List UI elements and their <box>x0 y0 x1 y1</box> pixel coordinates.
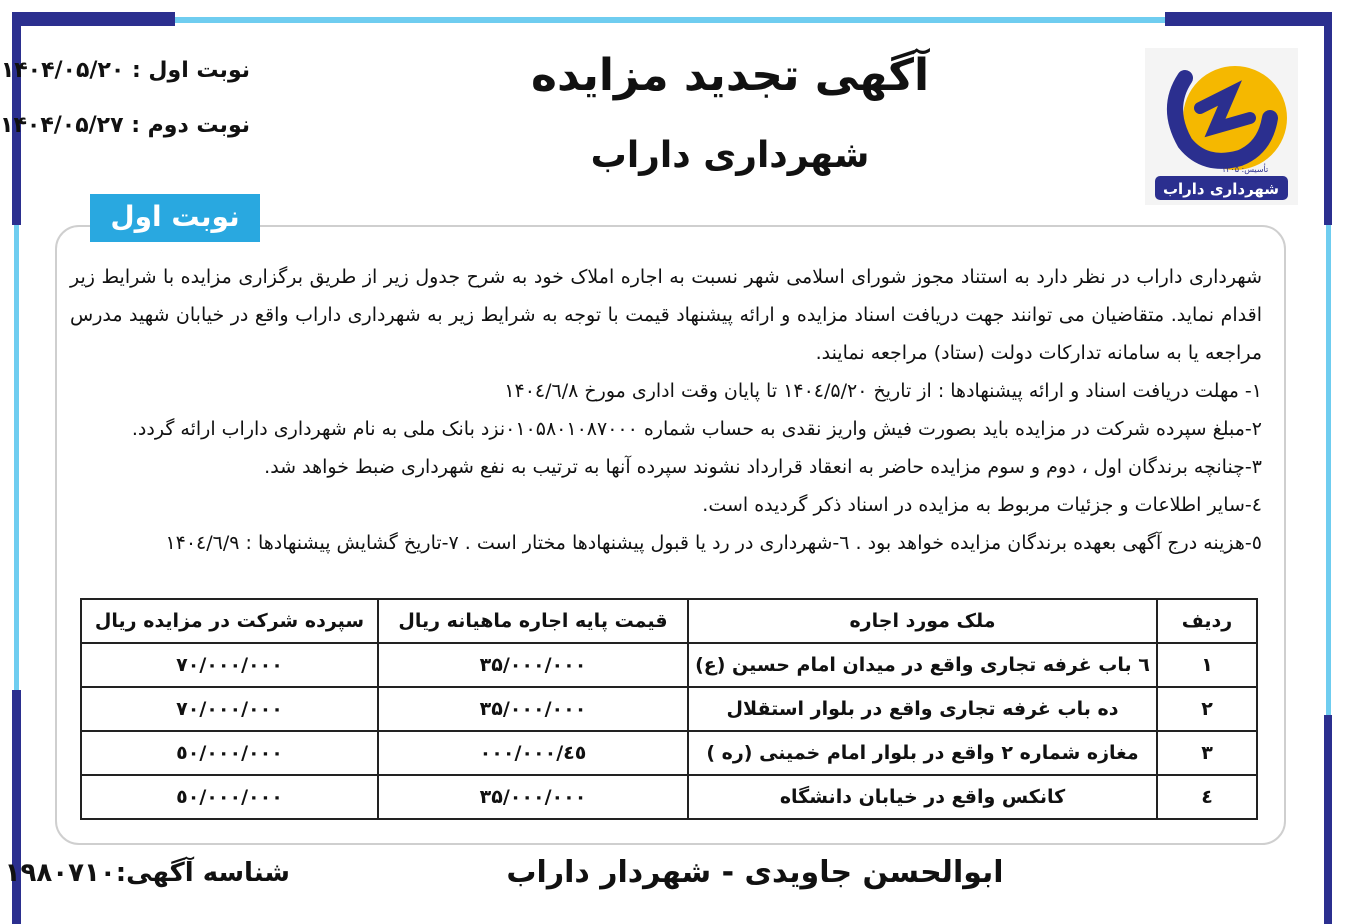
condition-1: ۱- مهلت دریافت اسناد و ارائه پیشنهادها : از تاریخ ۱۴۰٤/۵/۲۰ تا پایان وقت اداری مورخ ۱۴۰٤/٦/۸ <box>504 380 1262 402</box>
table-row <box>81 643 1257 687</box>
properties-table <box>80 598 1258 820</box>
cell-property: ده باب غرفه تجاری واقع در بلوار استقلال <box>688 687 1157 731</box>
announcement-body <box>70 258 1262 562</box>
intro-paragraph: شهرداری داراب در نظر دارد به استناد مجوز شورای اسلامی شهر نسبت به اجاره املاک خود به شرح جدول زیر از طریق برگزاری مزایده با شرایط زیر اقدام نماید. متقاضیان می توانند جهت دریافت اسناد مزایده و ارائه پیشنهاد قیمت با توجه به شرایط زیر به شهرداری داراب واقع در خیابان شهید مدرس مراجعه یا به سامانه تدارکات دولت (ستاد) مراجعه نمایند. <box>70 266 1262 364</box>
table-row <box>81 731 1257 775</box>
cell-deposit: ٥۰/۰۰۰/۰۰۰ <box>81 731 378 775</box>
cell-deposit: ۷۰/۰۰۰/۰۰۰ <box>81 643 378 687</box>
cell-row-number: ۱ <box>1157 643 1257 687</box>
col-base-rent: قیمت پایه اجاره ماهیانه ریال <box>378 599 688 643</box>
signatory: ابوالحسن جاویدی - شهردار داراب <box>506 855 1004 890</box>
table-row <box>81 687 1257 731</box>
top-left-bar <box>12 12 175 26</box>
cell-base-rent: ۳۵/۰۰۰/۰۰۰ <box>378 643 688 687</box>
condition-5-7: ٥-هزینه درج آگهی بعهده برندگان مزایده خواهد بود . ٦-شهرداری در رد یا قبول پیشنهادها مختار است . ۷-تاریخ گشایش پیشنهادها : ۱۴۰٤/٦/۹ <box>165 532 1262 554</box>
cell-row-number: ۲ <box>1157 687 1257 731</box>
second-publish-date: نوبت دوم : ۱۴۰۴/۰۵/۲۷ <box>0 113 250 138</box>
left-bottom-bar <box>12 690 21 924</box>
municipality-logo <box>1145 48 1298 205</box>
condition-4: ٤-سایر اطلاعات و جزئیات مربوط به مزایده در اسناد ذکر گردیده است. <box>702 494 1262 516</box>
top-border-line <box>12 17 1330 23</box>
right-border-bar <box>1324 12 1332 225</box>
col-deposit: سپرده شرکت در مزایده ریال <box>81 599 378 643</box>
cell-base-rent: ۳۵/۰۰۰/۰۰۰ <box>378 775 688 819</box>
right-bottom-bar <box>1324 715 1332 924</box>
page-title: آگهی تجدید مزایده <box>530 50 930 101</box>
cell-base-rent: ۳۵/۰۰۰/۰۰۰ <box>378 687 688 731</box>
table-header-row <box>81 599 1257 643</box>
cell-row-number: ٤ <box>1157 775 1257 819</box>
cell-row-number: ۳ <box>1157 731 1257 775</box>
cell-property: ٦ باب غرفه تجاری واقع در میدان امام حسین (ع) <box>688 643 1157 687</box>
cell-property: مغازه شماره ۲ واقع در بلوار امام خمینی (ره ) <box>688 731 1157 775</box>
cell-deposit: ٥۰/۰۰۰/۰۰۰ <box>81 775 378 819</box>
cell-deposit: ۷۰/۰۰۰/۰۰۰ <box>81 687 378 731</box>
first-publish-date: نوبت اول : ۱۴۰۴/۰۵/۲۰ <box>0 58 250 83</box>
publish-round-badge: نوبت اول <box>90 194 260 242</box>
top-right-bar <box>1165 12 1330 26</box>
svg-text:تأسیس: ۱۳۰۵: تأسیس: ۱۳۰۵ <box>1221 165 1269 174</box>
table-row <box>81 775 1257 819</box>
col-property: ملک مورد اجاره <box>688 599 1157 643</box>
condition-3: ۳-چنانچه برندگان اول ، دوم و سوم مزایده حاضر به انعقاد قرارداد نشوند سپرده آنها به ترتیب به نفع شهرداری ضبط خواهد شد. <box>264 456 1262 478</box>
col-row-number: ردیف <box>1157 599 1257 643</box>
page-subtitle: شهرداری داراب <box>590 135 870 176</box>
cell-property: کانکس واقع در خیابان دانشگاه <box>688 775 1157 819</box>
cell-base-rent: ٤٥/۰۰۰/۰۰۰ <box>378 731 688 775</box>
svg-text:شهرداری داراب: شهرداری داراب <box>1162 180 1280 198</box>
condition-2: ۲-مبلغ سپرده شرکت در مزایده باید بصورت فیش واریز نقدی به حساب شماره ۰۱۰۵۸۰۱۰۸۷۰۰۰نزد بانک ملی به نام شهرداری داراب ارائه گردد. <box>131 418 1262 440</box>
ad-id: شناسه آگهی:۱۹۸۰۷۱۰ <box>4 858 290 888</box>
